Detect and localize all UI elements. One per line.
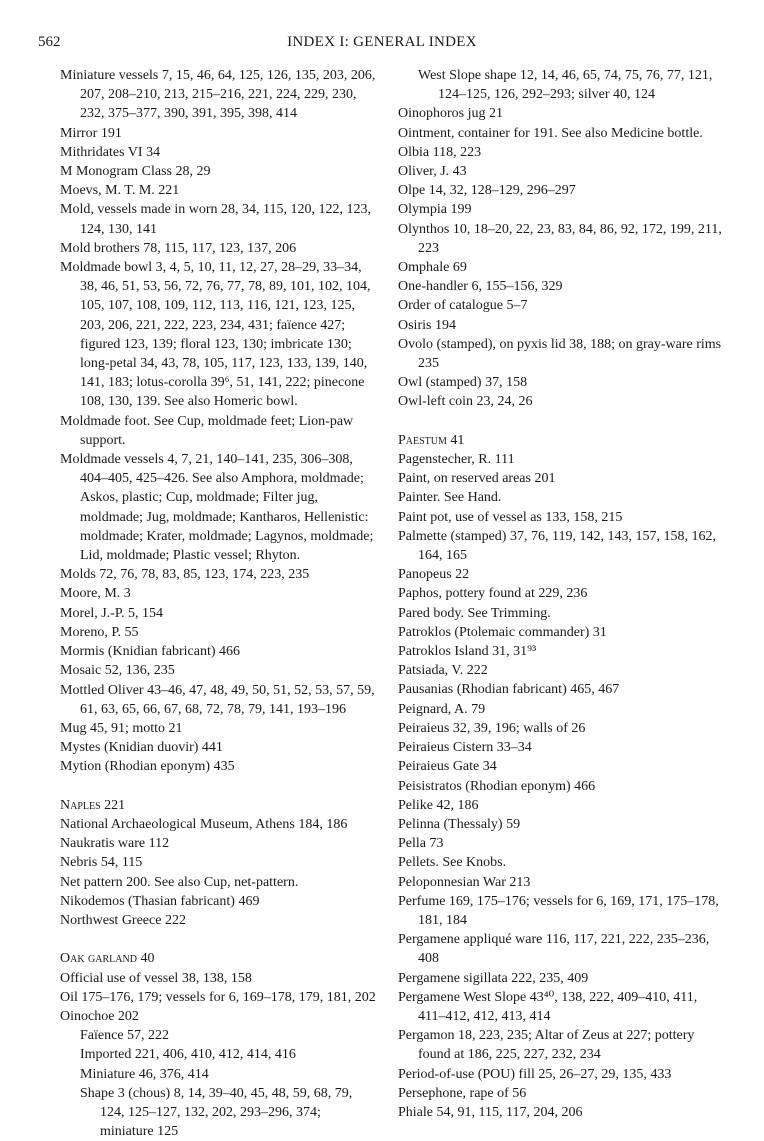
index-entry: Moore, M. 3 xyxy=(60,586,131,602)
index-entry: Oinophoros jug 21 xyxy=(398,106,503,122)
index-entry: Moldmade foot. See Cup, moldmade feet; Lion-paw support. xyxy=(60,413,354,448)
index-subentry: Miniature 46, 376, 414 xyxy=(80,1066,209,1082)
index-entry: Perfume 169, 175–176; vessels for 6, 169, 171, 175–178, 181, 184 xyxy=(398,893,719,928)
index-entry: M Monogram Class 28, 29 xyxy=(60,164,211,180)
index-entry: Nebris 54, 115 xyxy=(60,855,143,871)
index-entry: Peiraieus Cistern 33–34 xyxy=(398,740,532,756)
index-entry: Peignard, A. 79 xyxy=(398,701,486,717)
index-entry: Order of catalogue 5–7 xyxy=(398,298,528,314)
index-entry: Painter. See Hand. xyxy=(398,490,502,506)
index-entry: Pergamon 18, 223, 235; Altar of Zeus at 227; pottery found at 186, 225, 227, 232, 234 xyxy=(398,1028,695,1063)
index-entry: Mold brothers 78, 115, 117, 123, 137, 206 xyxy=(60,240,297,256)
index-entry: Omphale 69 xyxy=(398,260,467,276)
index-column-left xyxy=(60,66,378,1141)
index-entry: Moldmade vessels 4, 7, 21, 140–141, 235, 306–308, 404–405, 425–426. See also Amphora, moldmade; Askos, plastic; Cup, moldmade; Filter jug, moldmade; Jug, moldmade; Kantharos, Hellenistic: moldmade; Krater, moldmade; Lagynos, moldmade; Lid, moldmade; Plastic vessel; Rhyton. xyxy=(60,452,374,564)
index-entry: Peiraieus Gate 34 xyxy=(398,759,497,775)
index-entry: Ointment, container for 191. See also Medicine bottle. xyxy=(398,125,703,141)
index-entry: Mold, vessels made in worn 28, 34, 115, 120, 122, 123, 124, 130, 141 xyxy=(60,202,371,237)
index-entry: Naples 221 xyxy=(60,797,126,813)
index-entry: Olynthos 10, 18–20, 22, 23, 83, 84, 86, 92, 172, 199, 211, 223 xyxy=(398,221,722,256)
index-entry: Ovolo (stamped), on pyxis lid 38, 188; on gray-ware rims 235 xyxy=(398,336,722,372)
index-entry: Peloponnesian War 213 xyxy=(398,874,531,890)
index-entry: Oak garland 40 xyxy=(60,951,155,967)
index-entry: Patroklos (Ptolemaic commander) 31 xyxy=(398,624,607,640)
index-entry: Oliver, J. 43 xyxy=(398,164,467,180)
index-entry: Paint, on reserved areas 201 xyxy=(398,471,556,487)
index-entry: Peiraieus 32, 39, 196; walls of 26 xyxy=(398,720,586,736)
section-gap xyxy=(60,777,378,796)
running-title: INDEX I: GENERAL INDEX xyxy=(287,34,477,50)
index-entry: Moevs, M. T. M. 221 xyxy=(60,183,180,199)
index-entry: Panopeus 22 xyxy=(398,567,470,583)
index-subentry: Imported 221, 406, 410, 412, 414, 416 xyxy=(80,1047,296,1063)
index-entry: Paestum 41 xyxy=(398,432,465,448)
index-entry: Pergamene sigillata 222, 235, 409 xyxy=(398,970,589,986)
index-entry: Pelinna (Thessaly) 59 xyxy=(398,816,521,832)
index-entry: Owl-left coin 23, 24, 26 xyxy=(398,394,533,410)
index-entry: Moldmade bowl 3, 4, 5, 10, 11, 12, 27, 28–29, 33–34, 38, 46, 51, 53, 56, 72, 76, 77, 78, 89, 101, 102, 104, 105, 107, 108, 109, 112, 113, 116, 121, 123, 125, 203, 206, 221, 222, 223, 234, 431; faïence 427; figured 123, 139; floral 123, 130; imbricate 130; long-petal 34, 43, 78, 105, 117, 123, 133, 139, 140, 141, 183; lotus-corolla 39⁶, 51, 141, 222; pinecone 108, 130, 139. See also Homeric bowl. xyxy=(60,260,371,410)
index-entry: Peisistratos (Rhodian eponym) 466 xyxy=(398,778,596,794)
index-entry: Nikodemos (Thasian fabricant) 469 xyxy=(60,893,260,909)
index-entry: Net pattern 200. See also Cup, net-pattern. xyxy=(60,874,299,890)
index-entry: Persephone, rape of 56 xyxy=(398,1085,527,1101)
index-subentry: West Slope shape 12, 14, 46, 65, 74, 75, 76, 77, 121, 124–125, 126, 292–293; silver 40, 124 xyxy=(418,68,713,103)
index-entry: Moreno, P. 55 xyxy=(60,624,139,640)
index-entry: Pagenstecher, R. 111 xyxy=(398,452,515,468)
index-entry: Oinochoe 202 xyxy=(60,1008,139,1024)
index-entry: Mithridates VI 34 xyxy=(60,144,161,160)
index-entry: Mug 45, 91; motto 21 xyxy=(60,720,183,736)
index-entry: Patsiada, V. 222 xyxy=(398,663,488,679)
index-entry: Paint pot, use of vessel as 133, 158, 215 xyxy=(398,509,623,525)
index-entry: Pelike 42, 186 xyxy=(398,797,479,813)
section-gap xyxy=(60,930,378,949)
index-entry: Mosaic 52, 136, 235 xyxy=(60,663,175,679)
page-number: 562 xyxy=(38,34,61,50)
index-entry: Pergamene appliqué ware 116, 117, 221, 222, 235–236, 408 xyxy=(398,932,710,967)
index-entry: Pared body. See Trimming. xyxy=(398,605,551,621)
index-column-right xyxy=(398,66,728,1122)
index-entry: One-handler 6, 155–156, 329 xyxy=(398,279,563,295)
index-entry: Mottled Oliver 43–46, 47, 48, 49, 50, 51, 52, 53, 57, 59, 61, 63, 65, 66, 67, 68, 72, 78, 79, 141, 193–196 xyxy=(60,682,375,717)
index-entry: Mormis (Knidian fabricant) 466 xyxy=(60,644,241,660)
index-subentry: Shape 3 (chous) 8, 14, 39–40, 45, 48, 59, 68, 79, 124, 125–127, 132, 202, 293–296, 374; miniature 125 xyxy=(80,1085,353,1140)
index-entry: Olympia 199 xyxy=(398,202,472,218)
index-entry: Osiris 194 xyxy=(398,317,456,333)
index-entry: Phiale 54, 91, 115, 117, 204, 206 xyxy=(398,1104,583,1120)
index-entry: National Archaeological Museum, Athens 184, 186 xyxy=(60,816,348,832)
index-entry: Patroklos Island 31, 31⁹³ xyxy=(398,644,537,660)
index-entry: Naukratis ware 112 xyxy=(60,836,170,852)
index-entry: Mirror 191 xyxy=(60,125,122,141)
index-entry: Olbia 118, 223 xyxy=(398,144,482,160)
index-entry: Owl (stamped) 37, 158 xyxy=(398,375,528,391)
section-gap xyxy=(398,412,728,431)
index-entry: Mytion (Rhodian eponym) 435 xyxy=(60,759,235,775)
index-entry: Period-of-use (POU) fill 25, 26–27, 29, 135, 433 xyxy=(398,1066,672,1082)
index-entry: Pella 73 xyxy=(398,836,444,852)
index-entry: Oil 175–176, 179; vessels for 6, 169–178, 179, 181, 202 xyxy=(60,989,376,1005)
index-entry: Pergamene West Slope 43⁴⁰, 138, 222, 409–410, 411, 411–412, 412, 413, 414 xyxy=(398,989,698,1024)
index-entry: Official use of vessel 38, 138, 158 xyxy=(60,970,252,986)
index-entry: Miniature vessels 7, 15, 46, 64, 125, 126, 135, 203, 206, 207, 208–210, 213, 215–216, 221, 224, 229, 230, 232, 375–377, 390, 391, 395, 398, 414 xyxy=(60,68,376,122)
index-entry: Olpe 14, 32, 128–129, 296–297 xyxy=(398,183,576,199)
index-entry: Palmette (stamped) 37, 76, 119, 142, 143, 157, 158, 162, 164, 165 xyxy=(398,528,716,564)
index-entry: Mystes (Knidian duovir) 441 xyxy=(60,740,223,756)
index-subentry: Faïence 57, 222 xyxy=(80,1028,170,1044)
index-entry: Molds 72, 76, 78, 83, 85, 123, 174, 223, 235 xyxy=(60,567,310,583)
index-entry: Northwest Greece 222 xyxy=(60,912,186,928)
index-entry: Paphos, pottery found at 229, 236 xyxy=(398,586,588,602)
index-entry: Pausanias (Rhodian fabricant) 465, 467 xyxy=(398,682,620,698)
index-entry: Pellets. See Knobs. xyxy=(398,855,507,871)
index-entry: Morel, J.-P. 5, 154 xyxy=(60,605,164,621)
